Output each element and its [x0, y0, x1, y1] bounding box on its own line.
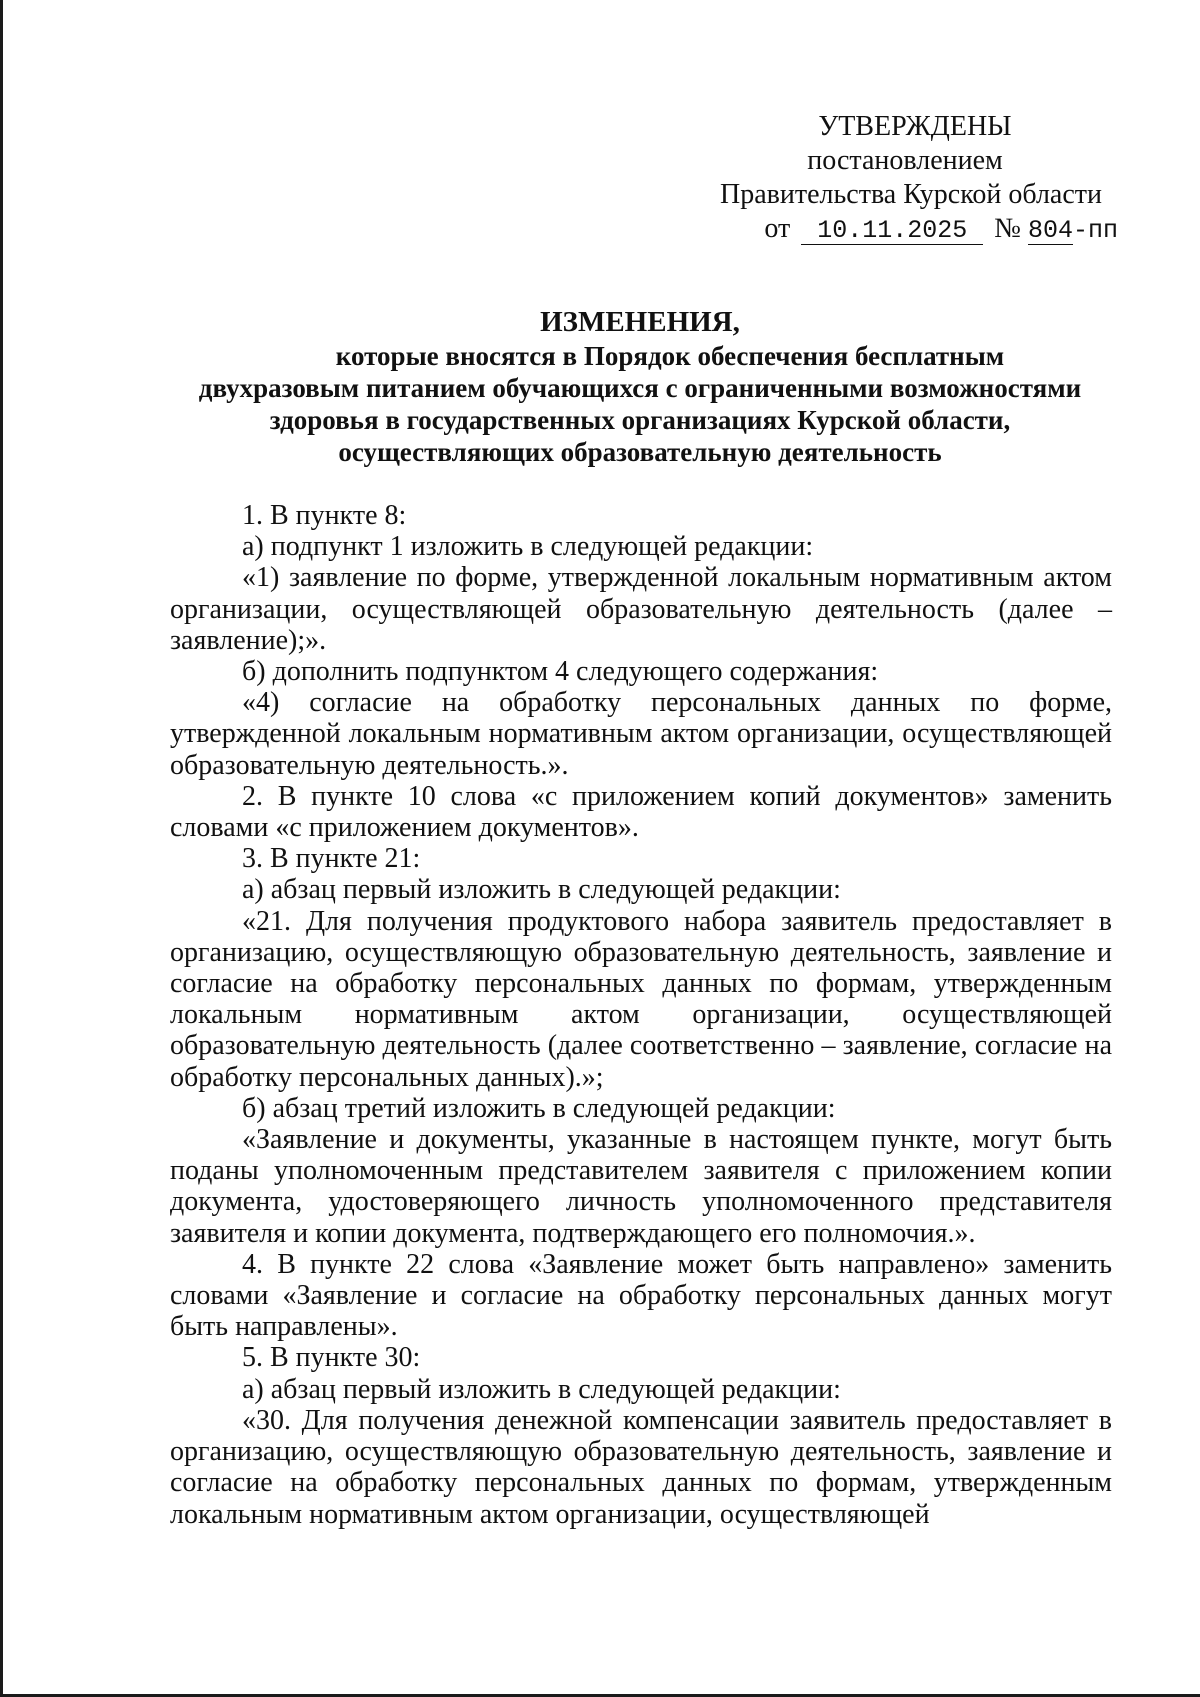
approval-line-1: УТВЕРЖДЕНЫ: [818, 111, 1012, 142]
title-line-1: которые вносятся в Порядок обеспечения бесплатным: [335, 341, 1005, 371]
approval-block: [690, 110, 1120, 246]
title-line-3: здоровья в государственных организациях Курской области,: [269, 405, 1011, 435]
paragraph: «4) согласие на обработку персональных данных по форме, утвержденной локальным нормативным актом организации, осуществляющей образовательную деятельность.».: [170, 687, 1112, 781]
title-line-2: двухразовым питанием обучающихся с ограниченными возможностями: [198, 373, 1082, 403]
paragraph: «30. Для получения денежной компенсации заявитель предоставляет в организацию, осуществляющую образовательную деятельность, заявление и согласие на обработку персональных данных по формам, утвержденным локальным нормативным актом организации, осуществляющей: [170, 1404, 1112, 1530]
title-line-4: осуществляющих образовательную деятельность: [338, 437, 942, 467]
paragraph: а) подпункт 1 изложить в следующей редакции:: [242, 531, 814, 563]
paragraph: а) абзац первый изложить в следующей редакции:: [242, 1373, 841, 1405]
document-body: [170, 500, 1112, 1530]
paragraph: 2. В пункте 10 слова «с приложением копий документов» заменить словами «с приложением документов».: [170, 780, 1112, 844]
paragraph: «21. Для получения продуктового набора заявитель предоставляет в организацию, осуществляющую образовательную деятельность, заявление и согласие на обработку персональных данных по формам, утвержденным локальным нормативным актом организации, осуществляющей образовательную деятельность (далее соответственно – заявление, согласие на обработку персональных данных).»;: [170, 905, 1112, 1093]
approval-number: 804: [1027, 216, 1073, 245]
approval-date-line: [690, 212, 1120, 246]
paragraph: 5. В пункте 30:: [242, 1342, 421, 1374]
paragraph: 4. В пункте 22 слова «Заявление может быть направлено» заменить словами «Заявление и согласие на обработку персональных данных могут быть направлены».: [170, 1248, 1112, 1343]
paragraph: б) дополнить подпунктом 4 следующего содержания:: [242, 656, 879, 688]
paragraph: «Заявление и документы, указанные в настоящем пункте, могут быть поданы уполномоченным представителем заявителя с приложением копии документа, удостоверяющего личность уполномоченного представителя заявителя и копии документа, подтверждающего его полномочия.».: [170, 1124, 1112, 1249]
number-prefix: №: [994, 213, 1021, 244]
paragraph: «1) заявление по форме, утвержденной локальным нормативным актом организации, осуществляющей образовательную деятельность (далее – заявление);».: [170, 562, 1112, 656]
date-prefix: от: [764, 213, 791, 244]
approval-date: 10.11.2025: [801, 218, 983, 245]
approval-number-suffix: -пп: [1072, 216, 1118, 245]
paragraph: 3. В пункте 21:: [242, 843, 421, 875]
scan-edge-left: [0, 0, 3, 1697]
approval-line-3: Правительства Курской области: [720, 179, 1102, 210]
paragraph: 1. В пункте 8:: [242, 500, 407, 531]
document-title: [170, 306, 1110, 468]
approval-line-2: постановлением: [807, 145, 1003, 176]
title-main: ИЗМЕНЕНИЯ,: [540, 306, 740, 338]
paragraph: а) абзац первый изложить в следующей редакции:: [242, 874, 841, 906]
paragraph: б) абзац третий изложить в следующей редакции:: [242, 1092, 836, 1124]
